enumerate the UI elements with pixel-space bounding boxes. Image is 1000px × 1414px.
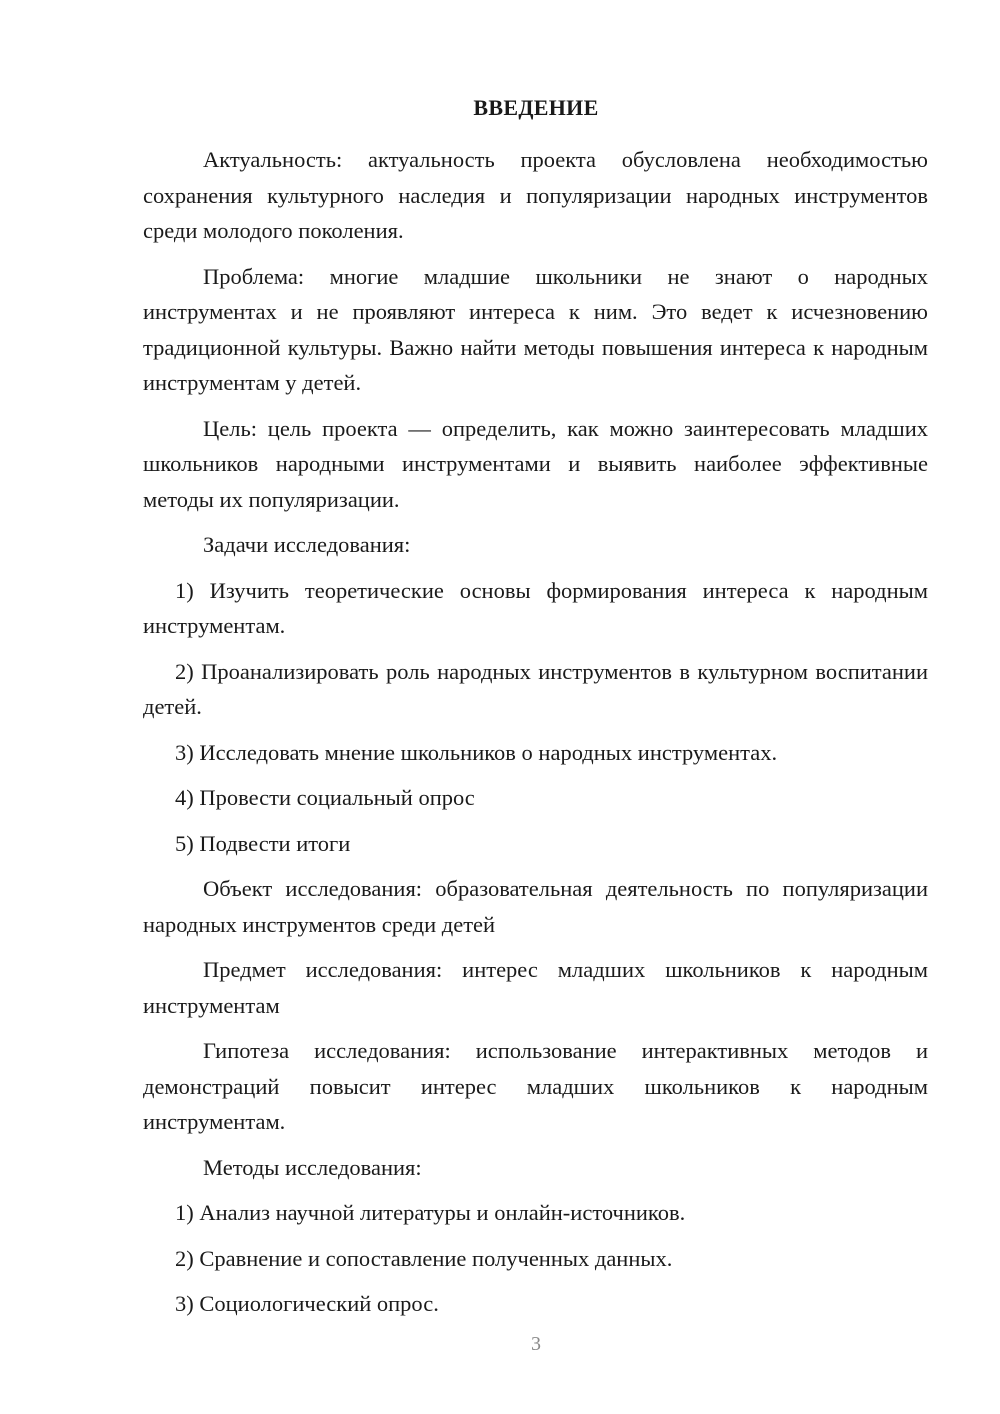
task-item: 5) Подвести итоги <box>175 830 351 856</box>
method-item: 1) Анализ научной литературы и онлайн-источников. <box>175 1200 686 1225</box>
page-number: 3 <box>531 1333 541 1355</box>
paragraph-object: Объект исследования: образовательная деятельность по популяризации народных инструментов среди детей <box>143 876 928 937</box>
method-item: 3) Социологический опрос. <box>175 1291 439 1316</box>
page-title: ВВЕДЕНИЕ <box>473 95 599 120</box>
document-body <box>143 142 928 1332</box>
paragraph-problem: Проблема: многие младшие школьники не знают о народных инструментах и не проявляют интереса к ним. Это ведет к исчезновению традиционной культуры. Важно найти методы повышения интереса к народным инструментам у детей. <box>143 263 928 395</box>
task-item: 4) Провести социальный опрос <box>175 785 475 810</box>
task-item: 2) Проанализировать роль народных инструментов в культурном воспитании детей. <box>143 658 928 719</box>
methods-heading: Методы исследования: <box>203 1154 422 1180</box>
paragraph-subject: Предмет исследования: интерес младших школьников к народным инструментам <box>143 957 928 1018</box>
task-item: 3) Исследовать мнение школьников о народных инструментах. <box>175 739 778 765</box>
method-item: 2) Сравнение и сопоставление полученных данных. <box>175 1245 673 1271</box>
paragraph-hypothesis: Гипотеза исследования: использование интерактивных методов и демонстраций повысит интерес младших школьников к народным инструментам. <box>143 1038 928 1134</box>
tasks-heading: Задачи исследования: <box>203 532 411 557</box>
paragraph-relevance: Актуальность: актуальность проекта обусловлена необходимостью сохранения культурного наследия и популяризации народных инструментов среди молодого поколения. <box>143 147 928 243</box>
task-item: 1) Изучить теоретические основы формирования интереса к народным инструментам. <box>143 577 928 638</box>
paragraph-goal: Цель: цель проекта — определить, как можно заинтересовать младших школьников народными инструментами и выявить наиболее эффективные методы их популяризации. <box>143 415 928 512</box>
